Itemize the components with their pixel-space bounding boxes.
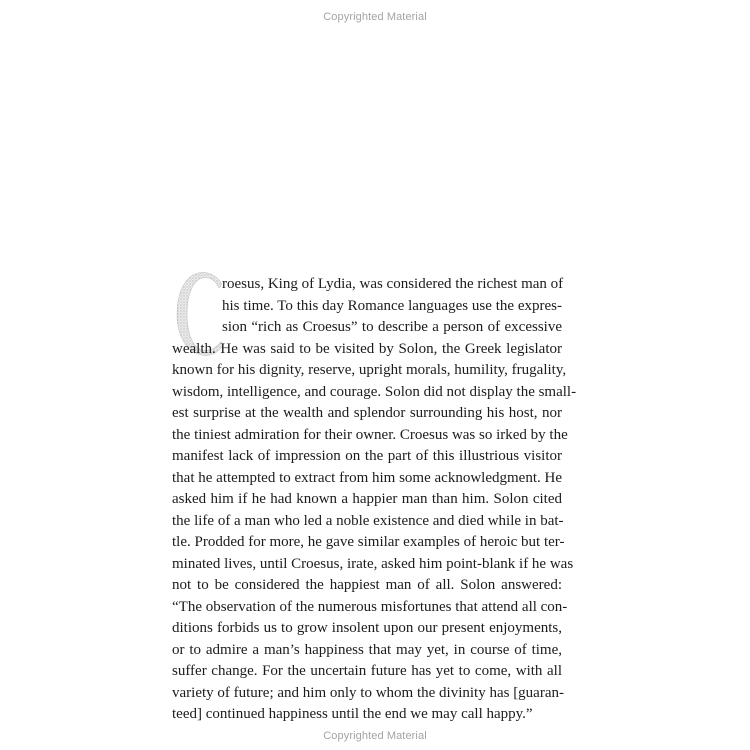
paragraph-line: wealth. He was said to be visited by Solon, the Greek legislator <box>172 340 562 357</box>
paragraph-line: the tiniest admiration for their owner. Croesus was so irked by the <box>172 426 568 443</box>
paragraph-line: the life of a man who led a noble existence and died while in bat- <box>172 512 564 529</box>
paragraph-line: manifest lack of impression on the part of this illustrious visitor <box>172 448 562 464</box>
paragraph-line: ditions forbids us to grow insolent upon our present enjoyments, <box>172 620 562 636</box>
watermark-top: Copyrighted Material <box>323 11 427 23</box>
paragraph-line: minated lives, until Croesus, irate, asked him point-blank if he was <box>172 555 574 572</box>
paragraph-line: suffer change. For the uncertain future has yet to come, with all <box>172 663 562 679</box>
paragraph-line: variety of future; and him only to whom the divinity has [guaran- <box>172 684 564 701</box>
paragraph-line: his time. To this day Romance languages use the expres- <box>222 297 562 314</box>
paragraph-line: that he attempted to extract from him some acknowledgment. He <box>172 469 562 486</box>
paragraph-line: known for his dignity, reserve, upright morals, humility, frugality, <box>172 362 567 378</box>
paragraph-line: tle. Prodded for more, he gave similar examples of heroic but ter- <box>172 534 565 550</box>
paragraph-line: roesus, King of Lydia, was considered the richest man of <box>222 276 564 292</box>
paragraph-line: “The observation of the numerous misfortunes that attend all con- <box>172 598 568 615</box>
paragraph-line: or to admire a man’s happiness that may yet, in course of time, <box>172 641 562 658</box>
paragraph-line: asked him if he had known a happier man than him. Solon cited <box>172 491 562 507</box>
paragraph-line: sion “rich as Croesus” to describe a person of excessive <box>222 319 562 335</box>
paragraph-line: est surprise at the wealth and splendor surrounding his host, nor <box>172 405 562 421</box>
paragraph-line: not to be considered the happiest man of all. Solon answered: <box>172 577 562 593</box>
paragraph-line: wisdom, intelligence, and courage. Solon did not display the small- <box>172 383 577 400</box>
body-paragraph <box>172 274 577 726</box>
watermark-bottom: Copyrighted Material <box>323 730 427 742</box>
paragraph-line: teed] continued happiness until the end we may call happy.” <box>172 706 533 722</box>
